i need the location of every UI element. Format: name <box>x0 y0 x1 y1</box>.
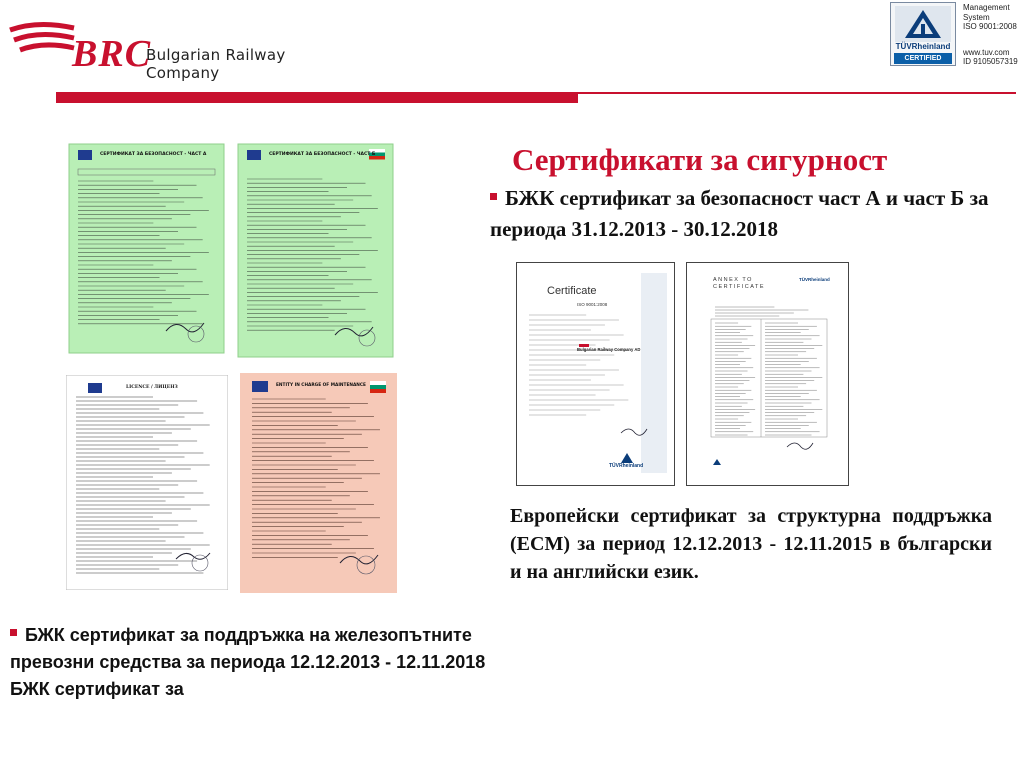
maintenance-text-line2: превозни средства за периода 12.12.2013 - 12.11.2018 <box>10 652 486 672</box>
tuv-info-text <box>963 3 1018 67</box>
maintenance-text-line3: БЖК сертификат за <box>10 679 184 699</box>
annex-brand: TÜVRheinland <box>799 277 830 282</box>
tuv-brand: TÜVRheinland <box>895 42 951 51</box>
logo-company-name: Bulgarian Railway Company <box>146 46 286 82</box>
safety-cert-bullet <box>490 183 990 245</box>
bullet-square-icon <box>490 193 497 200</box>
tuv-line-id: ID 9105057319 <box>963 57 1018 66</box>
safety-cert-text: БЖК сертификат за безопасност част А и част Б за периода 31.12.2013 - 30.12.2018 <box>490 186 989 241</box>
licence-image <box>66 375 228 590</box>
brc-logo <box>8 14 348 82</box>
licence-drawing <box>66 375 228 590</box>
annex-heading: ANNEX TO CERTIFICATE <box>713 277 766 290</box>
safety-cert-b-heading: СЕРТИФИКАТ ЗА БЕЗОПАСНОСТ - ЧАСТ Б <box>269 152 376 157</box>
header-accent-bar <box>56 94 578 103</box>
iso-cert-brand: TÜVRheinland <box>609 463 644 469</box>
page-title: Сертификати за сигурност <box>512 142 888 177</box>
ecm-cert-drawing <box>240 373 397 593</box>
tuv-certified-label: CERTIFIED <box>894 53 952 64</box>
ecm-cert-heading: ENTITY IN CHARGE OF MAINTENANCE <box>276 383 366 388</box>
safety-cert-a-drawing <box>66 141 227 356</box>
ecm-cert-image <box>240 373 397 593</box>
annex-certificate-drawing <box>691 267 844 481</box>
tuv-line-iso: ISO 9001:2008 <box>963 22 1017 31</box>
iso-cert-company: Bulgarian Railway Company AD <box>577 347 641 352</box>
iso-cert-heading: Certificate <box>547 285 597 297</box>
iso-certificate-image <box>516 262 675 486</box>
tuv-triangle-icon <box>895 6 951 42</box>
bullet-square-icon <box>10 629 17 636</box>
annex-certificate-image <box>686 262 849 486</box>
tuv-badge <box>890 2 956 66</box>
licence-heading: LICENCE / ЛИЦЕНЗ <box>126 385 178 390</box>
tuv-line-url: www.tuv.com <box>963 47 1010 57</box>
maintenance-cert-bullet <box>10 622 570 703</box>
iso-certificate-drawing <box>521 267 670 481</box>
logo-brand-text: BRC <box>72 33 152 75</box>
tuv-line-management: Management <box>963 3 1010 12</box>
safety-cert-a-heading: СЕРТИФИКАТ ЗА БЕЗОПАСНОСТ - ЧАСТ А <box>100 152 207 157</box>
safety-cert-b-drawing <box>235 141 396 360</box>
safety-cert-part-b-image <box>235 141 396 360</box>
ecm-cert-text: Европейски сертификат за структурна поддръжка (ЕСМ) за период 12.12.2013 - 12.11.2015 в български и на английски език. <box>510 505 992 583</box>
maintenance-text-line1: БЖК сертификат за поддръжка на железопътните <box>25 625 472 645</box>
tuv-line-system: System <box>963 12 990 22</box>
safety-cert-part-a-image <box>66 141 227 356</box>
iso-cert-standard: ISO 9001:2008 <box>577 302 608 307</box>
logo-swoosh-icon <box>8 14 78 74</box>
